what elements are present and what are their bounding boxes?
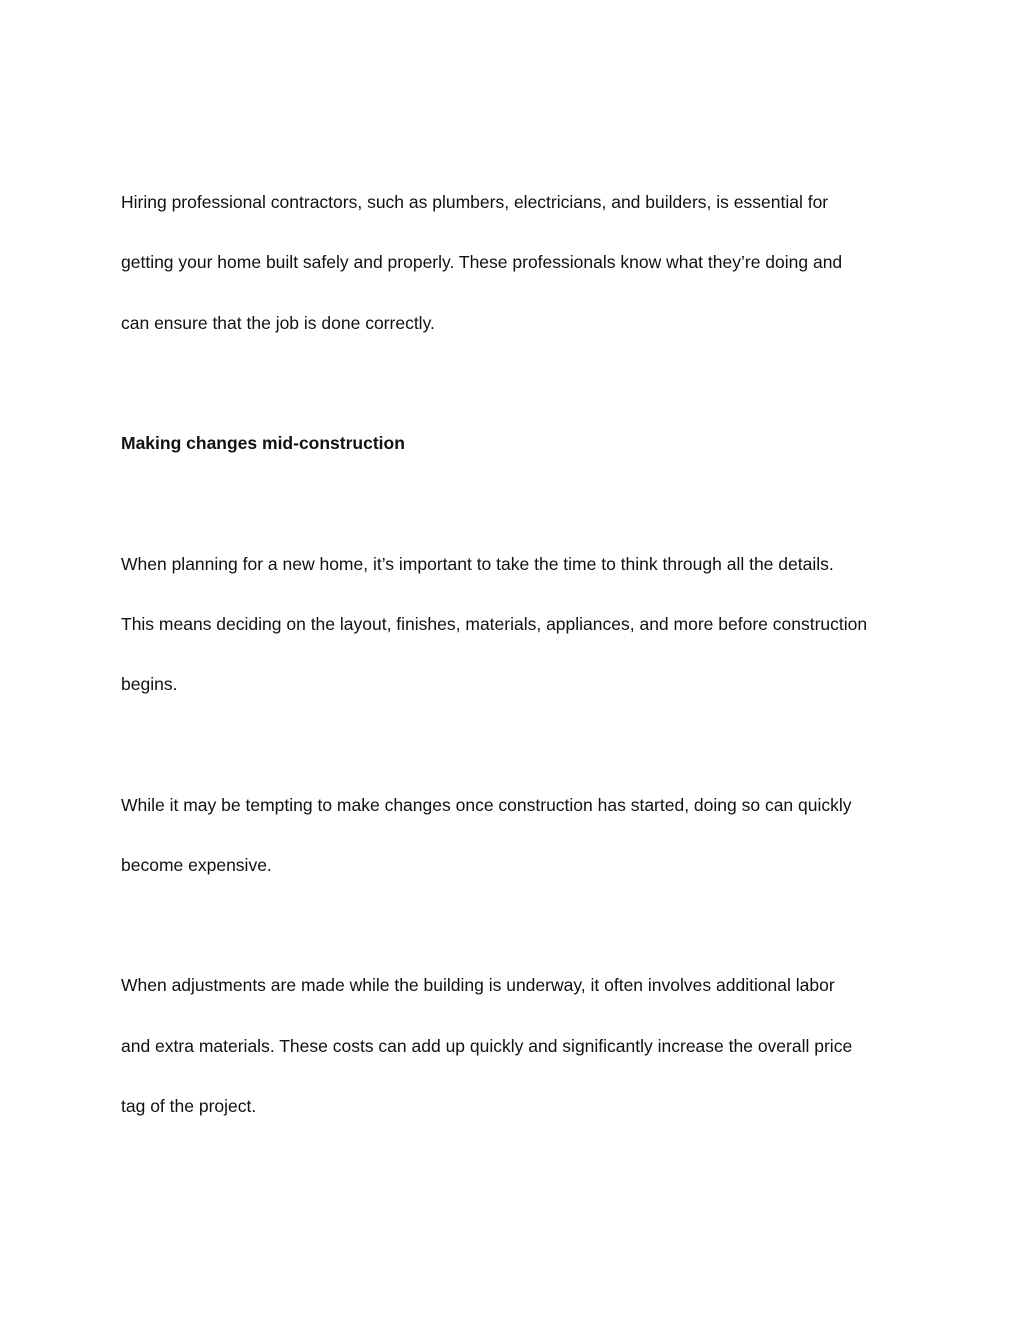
paragraph-line: become expensive. [121, 854, 272, 875]
paragraph-spacer [121, 895, 921, 955]
intro-paragraph [121, 172, 921, 353]
tempting-paragraph [121, 775, 921, 896]
document-body [121, 172, 921, 1136]
paragraph-line: While it may be tempting to make changes once construction has started, doing so can quickly [121, 794, 852, 815]
adjustments-paragraph [121, 955, 921, 1136]
paragraph-spacer [121, 714, 921, 774]
paragraph-line: and extra materials. These costs can add up quickly and significantly increase the overall price [121, 1035, 853, 1056]
section-heading [121, 413, 921, 473]
paragraph-line: can ensure that the job is done correctly. [121, 312, 435, 333]
paragraph-spacer [121, 473, 921, 533]
paragraph-line: Hiring professional contractors, such as plumbers, electricians, and builders, is essential for [121, 192, 829, 212]
paragraph-line: begins. [121, 674, 178, 694]
paragraph-line: tag of the project. [121, 1095, 257, 1116]
section-heading-text: Making changes mid-construction [121, 433, 405, 453]
paragraph-line: When adjustments are made while the building is underway, it often involves additional labor [121, 975, 835, 996]
paragraph-line: When planning for a new home, it’s important to take the time to think through all the details. [121, 553, 834, 574]
paragraph-spacer [121, 353, 921, 413]
paragraph-line: getting your home built safely and properly. These professionals know what they’re doing and [121, 252, 843, 273]
planning-paragraph [121, 534, 921, 715]
paragraph-line: This means deciding on the layout, finishes, materials, appliances, and more before construction [121, 613, 868, 634]
